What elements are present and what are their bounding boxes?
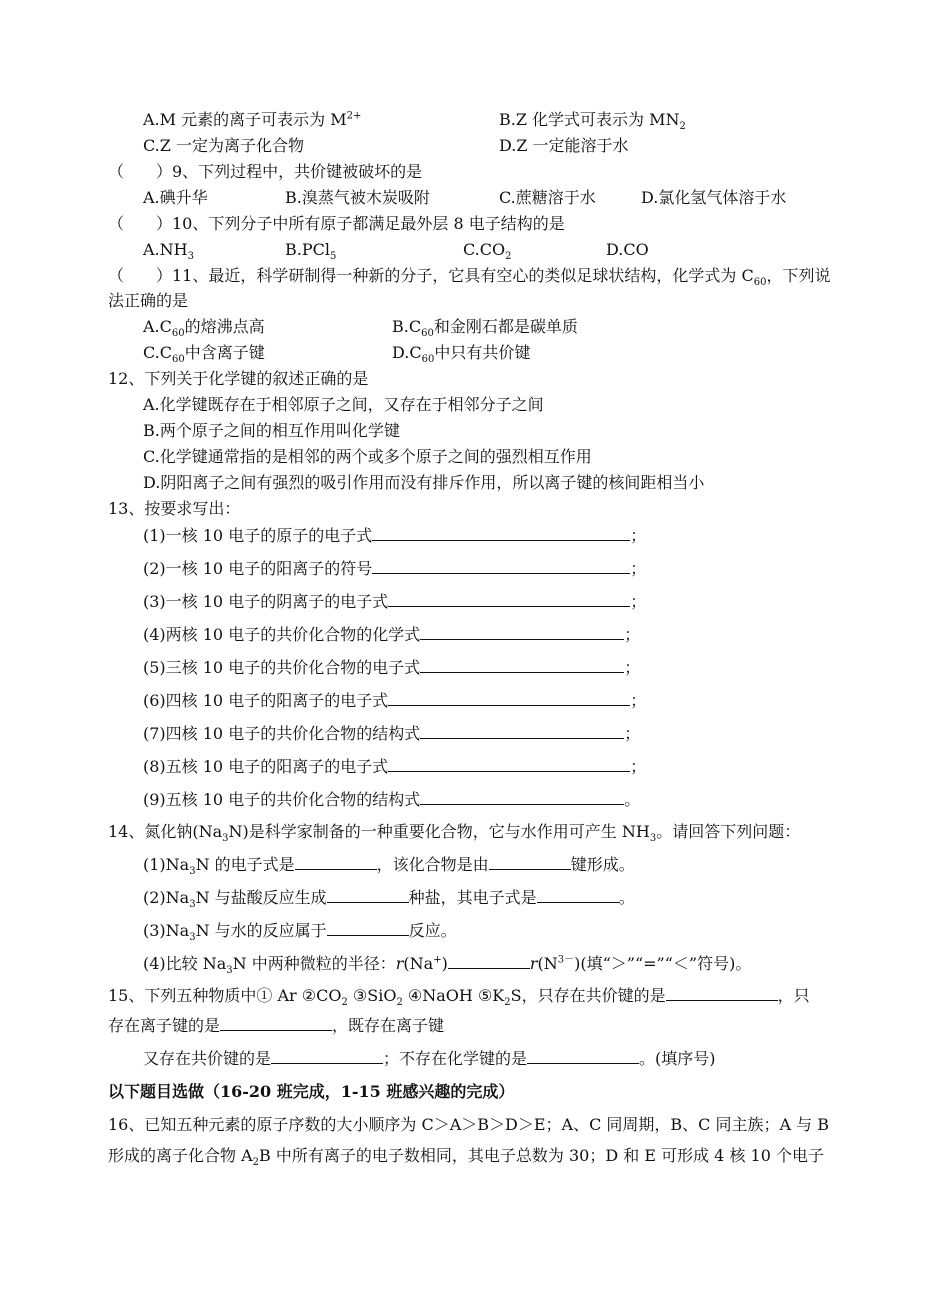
- q10-option-c: $C.CO_2$: [463, 240, 512, 263]
- answer-blank[interactable]: [372, 559, 630, 574]
- q10-option-a: $A.NH_3$: [143, 240, 194, 263]
- answer-blank[interactable]: [295, 855, 377, 870]
- q13-item-5: (5)三核 10 电子的共价化合物的电子式 ；: [143, 658, 641, 677]
- q9-option-a: A.碘升华: [143, 188, 208, 207]
- q9-option-c: C.蔗糖溶于水: [499, 188, 596, 207]
- q13-item-3: (3)一核 10 电子的阴离子的电子式 ；: [143, 592, 647, 611]
- q13-item-1: (1)一核 10 电子的原子的电子式 ；: [143, 526, 647, 545]
- answer-blank[interactable]: [420, 658, 624, 673]
- q12-option-d: D.阴阳离子之间有强烈的吸引作用而没有排斥作用，所以离子键的核间距相当小: [143, 473, 705, 492]
- q13-item-7: (7)四核 10 电子的共价化合物的结构式 ；: [143, 724, 641, 743]
- answer-blank[interactable]: [372, 526, 630, 541]
- q9-option-d: D.氯化氢气体溶于水: [641, 188, 787, 207]
- q14-item-3: $(3)Na_3N$ 与水的反应属于 反应。: [143, 921, 457, 944]
- answer-blank[interactable]: [527, 1049, 639, 1064]
- answer-blank[interactable]: [666, 986, 778, 1001]
- q10-option-d: D.CO: [606, 240, 649, 259]
- q12-option-b: B.两个原子之间的相互作用叫化学键: [143, 421, 400, 440]
- q11-option-a: $A.C_{60}$的熔沸点高: [143, 317, 265, 340]
- q8-option-a: A.M 元素的离子可表示为 $M^{2+}$: [143, 110, 362, 129]
- q15-line3: 又存在共价键的是 ；不存在化学键的是 。(填序号): [143, 1049, 716, 1068]
- answer-blank[interactable]: [271, 1049, 383, 1064]
- q12-option-a: A.化学键既存在于相邻原子之间，又存在于相邻分子之间: [143, 395, 544, 414]
- answer-blank[interactable]: [537, 888, 619, 903]
- q12-option-c: C.化学键通常指的是相邻的两个或多个原子之间的强烈相互作用: [143, 447, 592, 466]
- q13-item-9: (9)五核 10 电子的共价化合物的结构式 。: [143, 790, 641, 809]
- answer-blank[interactable]: [327, 921, 409, 936]
- q9-option-b: B.溴蒸气被木炭吸附: [285, 188, 430, 207]
- q13-item-8: (8)五核 10 电子的阳离子的电子式 ；: [143, 757, 647, 776]
- q16-line2: 形成的离子化合物 $A_2B$ 中所有离子的电子数相同，其电子总数为 30；D 和 E 可形成 4 核 10 个电子: [108, 1146, 824, 1169]
- optional-section-heading: 以下题目选做（16-20 班完成，1-15 班感兴趣的完成）: [108, 1082, 515, 1101]
- q9-stem: （ ）9、下列过程中，共价键被破坏的是: [108, 162, 423, 181]
- answer-blank[interactable]: [448, 954, 530, 969]
- q11-option-c: $C.C_{60}$中含离子键: [143, 343, 265, 366]
- q11-option-b: $B.C_{60}$和金刚石都是碳单质: [392, 317, 578, 340]
- q13-item-6: (6)四核 10 电子的阳离子的电子式 ；: [143, 691, 647, 710]
- q16-line1: 16、已知五种元素的原子序数的大小顺序为 C＞A＞B＞D＞E；A、C 同周期，B、C 同主族；A 与 B: [108, 1115, 829, 1134]
- q11-stem-line1: （ ）11、最近，科学研制得一种新的分子，它具有空心的类似足球状结构，化学式为 $C_{60}$，下列说: [108, 266, 831, 289]
- q11-option-d: $D.C_{60}$中只有共价键: [392, 343, 531, 366]
- q8-option-b: B.Z 化学式可表示为 $MN_2$: [499, 110, 686, 133]
- q10-stem: （ ）10、下列分子中所有原子都满足最外层 8 电子结构的是: [108, 214, 565, 233]
- q11-stem-line2: 法正确的是: [108, 291, 189, 310]
- q13-stem: 13、按要求写出：: [108, 499, 241, 518]
- answer-blank[interactable]: [220, 1016, 332, 1031]
- q12-stem: 12、下列关于化学键的叙述正确的是: [108, 369, 369, 388]
- q13-item-4: (4)两核 10 电子的共价化合物的化学式 ；: [143, 625, 641, 644]
- answer-blank[interactable]: [327, 888, 409, 903]
- q14-item-2: $(2)Na_3N$ 与盐酸反应生成 种盐，其电子式是 。: [143, 888, 635, 911]
- q14-stem: 14、氮化钠$(Na_3N)$是科学家制备的一种重要化合物，它与水作用可产生 $NH_3$。请回答下列问题：: [108, 822, 801, 845]
- answer-blank[interactable]: [420, 625, 624, 640]
- q10-option-b: B.PCl$_5$: [285, 240, 337, 263]
- answer-blank[interactable]: [489, 855, 571, 870]
- q14-item-1: $(1)Na_3N$ 的电子式是 ，该化合物是由 键形成。: [143, 855, 635, 878]
- q8-option-c: C.Z 一定为离子化合物: [143, 136, 304, 155]
- q13-item-2: (2)一核 10 电子的阳离子的符号 ；: [143, 559, 647, 578]
- answer-blank[interactable]: [388, 757, 630, 772]
- answer-blank[interactable]: [420, 724, 624, 739]
- answer-blank[interactable]: [420, 790, 624, 805]
- q8-option-d: D.Z 一定能溶于水: [499, 136, 629, 155]
- q14-item-4: (4)比较 $Na_3N$ 中两种微粒的半径：r(Na+) $r(N^{3-})$(填“＞”“=”“＜”符号)。: [143, 954, 752, 977]
- answer-blank[interactable]: [388, 691, 630, 706]
- answer-blank[interactable]: [388, 592, 630, 607]
- q15-line2: 存在离子键的是 ，既存在离子键: [108, 1016, 445, 1035]
- q15-line1: 15、下列五种物质中① Ar $②CO_2$ ③SiO$_2$ ④NaOH $⑤K_2S$，只存在共价键的是 ，只: [108, 986, 810, 1009]
